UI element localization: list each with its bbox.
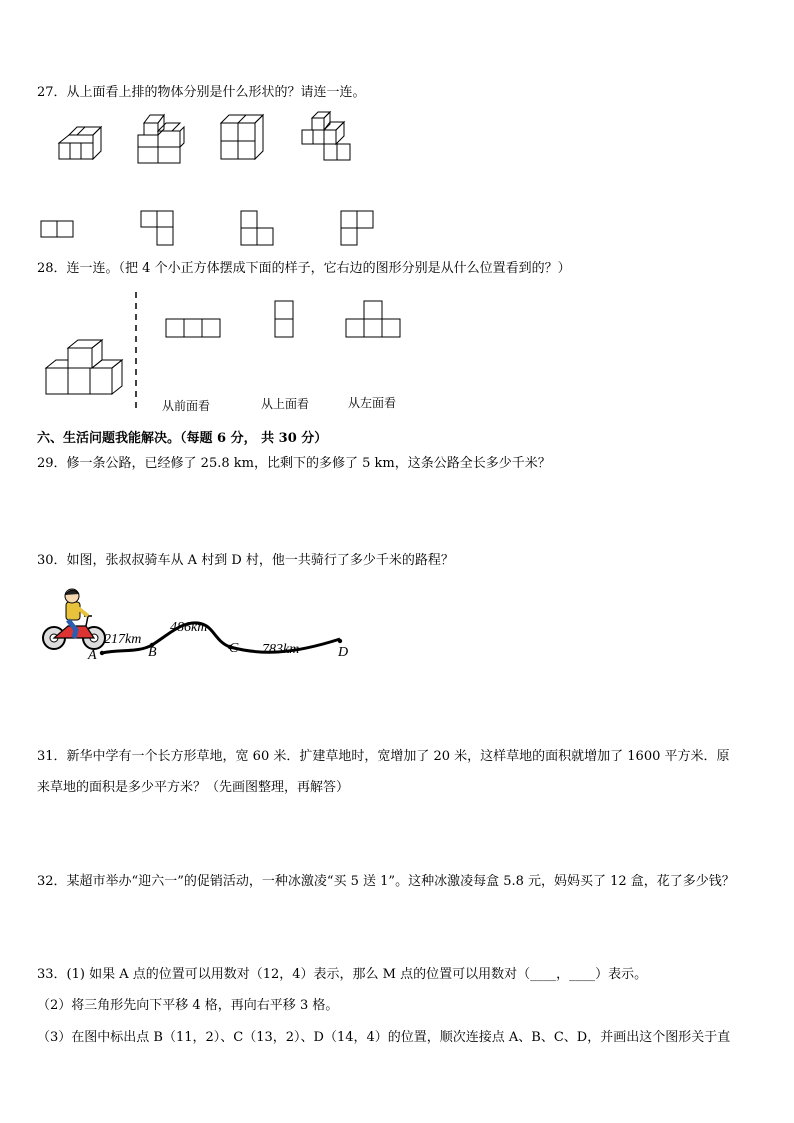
- q30-distance-ab: 217km: [104, 632, 142, 647]
- q28-view-front: [165, 318, 223, 340]
- q28-dashed-divider: [133, 292, 139, 410]
- q32-text: 32．某超市举办“迎六一”的促销活动，一种冰激凌“买 5 送 1”。这种冰激凌每盒 5.8 元，妈妈买了 12 盒，花了多少钱？: [37, 874, 735, 889]
- q28-view-left: [345, 300, 403, 340]
- q30-distance-cd: 783km: [262, 642, 300, 657]
- q27-object-1: [55, 125, 105, 163]
- q33-text-line3: （3）在图中标出点 B（11，2）、C（13，2）、D（14，4）的位置，顺次连接点 A、B、C、D，并画出这个图形关于直: [37, 1030, 731, 1045]
- q28-label-left: 从左面看: [348, 396, 397, 410]
- section-6-title: 六、生活问题我能解决。（每题 6 分， 共 30 分）: [37, 431, 328, 446]
- q31-text-line2: 来草地的面积是多少平方米？（先画图整理，再解答）: [37, 780, 350, 795]
- q27-object-2: [136, 113, 186, 165]
- q28-text: 28．连一连。（把 4 个小正方体摆成下面的样子，它右边的图形分别是从什么位置看到的？）: [37, 261, 571, 276]
- q28-label-top: 从上面看: [261, 397, 310, 411]
- q27-text: 27．从上面看上排的物体分别是什么形状的？请连一连。: [37, 85, 366, 100]
- q33-text-line2: （2）将三角形先向下平移 4 格，再向右平移 3 格。: [37, 998, 339, 1013]
- q27-view-4: [340, 210, 376, 248]
- q28-label-front: 从前面看: [162, 399, 211, 413]
- q33-text-line1: 33．(1) 如果 A 点的位置可以用数对（12，4）表示，那么 M 点的位置可以用数对（____，____）表示。: [37, 967, 648, 982]
- q30-distance-bc: 486km: [170, 620, 208, 635]
- q29-text: 29．修一条公路，已经修了 25.8 km，比剩下的多修了 5 km，这条公路全长多少千米？: [37, 456, 551, 471]
- q30-point-b: B: [148, 645, 157, 660]
- q30-point-a: A: [88, 648, 97, 663]
- q27-view-1: [40, 220, 76, 240]
- q27-view-2: [140, 210, 176, 248]
- q30-point-d: D: [338, 645, 349, 660]
- q30-point-c: C: [229, 641, 239, 656]
- q28-view-top: [274, 300, 296, 340]
- q28-cube-stack: [44, 338, 126, 398]
- q27-object-3: [219, 113, 265, 161]
- q30-text: 30．如图，张叔叔骑车从 A 村到 D 村，他一共骑行了多少千米的路程？: [37, 553, 454, 568]
- q27-view-3: [240, 210, 276, 248]
- q27-object-4: [300, 110, 354, 162]
- q31-text-line1: 31．新华中学有一个长方形草地，宽 60 米．扩建草地时，宽增加了 20 米，这样草地的面积就增加了 1600 平方米．原: [37, 749, 730, 764]
